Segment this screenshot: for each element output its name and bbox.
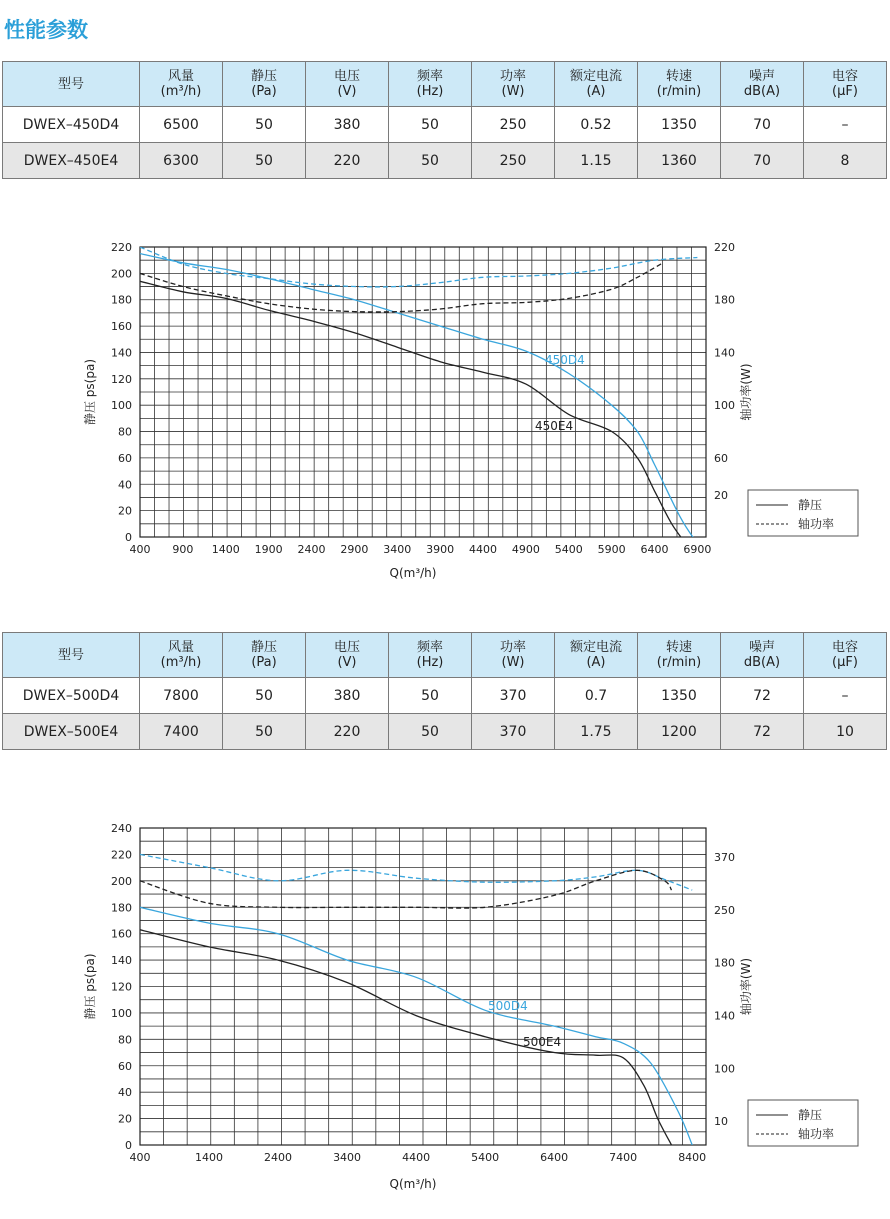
header-unit: (r/min) (656, 655, 702, 670)
value-cell: 50 (389, 678, 472, 714)
value-cell: 50 (223, 678, 306, 714)
y2-tick-label: 100 (714, 1062, 735, 1076)
value-cell: 50 (223, 714, 306, 750)
table-header-cell (3, 62, 140, 107)
x-tick-label: 400 (129, 543, 151, 556)
x-tick-label: 3400 (333, 1151, 362, 1164)
series-line-450D4 (140, 254, 697, 544)
series-line-500E4 (140, 930, 672, 1145)
x-tick-label: 3400 (383, 543, 412, 556)
table-header-cell (804, 62, 887, 107)
header-unit: (Pa) (251, 84, 277, 99)
y-tick-label: 60 (118, 451, 132, 465)
header-label: 额定电流 (569, 640, 622, 655)
y2-tick-label: 250 (714, 903, 735, 917)
y2-tick-label: 140 (714, 1009, 735, 1023)
series-line-power-2 (140, 854, 692, 890)
table-header-cell (306, 633, 389, 678)
x-tick-label: 8400 (678, 1151, 707, 1164)
performance-chart-450 (0, 240, 890, 585)
value-cell: 1.75 (555, 714, 638, 750)
value-cell: 70 (721, 107, 804, 143)
header-unit: (Hz) (416, 84, 444, 99)
table-header-row (3, 62, 887, 107)
value-cell: 1350 (638, 107, 721, 143)
series-label: 500E4 (523, 1035, 562, 1049)
header-label: 额定电流 (569, 69, 622, 84)
table-header-cell (555, 633, 638, 678)
header-unit: (A) (586, 84, 606, 99)
model-cell: DWEX–500E4 (3, 714, 140, 750)
value-cell: 380 (306, 678, 389, 714)
value-cell: 0.7 (555, 678, 638, 714)
y-tick-label: 180 (111, 901, 132, 915)
value-cell: 50 (223, 107, 306, 143)
grid (140, 247, 706, 537)
y2-tick-label: 60 (714, 451, 728, 465)
x-tick-label: 2900 (340, 543, 369, 556)
grid (140, 828, 706, 1145)
y-tick-label: 220 (111, 848, 132, 862)
header-label: 频率 (416, 640, 443, 655)
table-header-cell (306, 62, 389, 107)
header-label: 电压 (333, 640, 360, 655)
x-tick-label: 6900 (683, 543, 712, 556)
series-group (140, 247, 697, 548)
model-cell: DWEX–450E4 (3, 143, 140, 179)
x-tick-label: 5400 (471, 1151, 500, 1164)
value-cell: 1360 (638, 143, 721, 179)
x-tick-label: 2400 (297, 543, 326, 556)
x-tick-label: 6400 (640, 543, 669, 556)
x-axis-label: Q(m³/h) (389, 1177, 437, 1191)
value-cell: 250 (472, 143, 555, 179)
value-cell: 220 (306, 714, 389, 750)
header-label: 功率 (499, 640, 526, 655)
series-line-power-2 (140, 247, 697, 287)
model-cell: DWEX–450D4 (3, 107, 140, 143)
header-label: 转速 (665, 69, 692, 84)
y2-tick-label: 220 (714, 241, 735, 254)
header-label: 噪声 (748, 69, 775, 84)
y-axis-label: 静压 ps(pa) (83, 953, 97, 1020)
header-unit: (A) (586, 655, 606, 670)
table-header-cell (140, 633, 223, 678)
table-header-row (3, 633, 887, 678)
header-label: 型号 (57, 76, 84, 92)
x-tick-label: 1400 (195, 1151, 224, 1164)
value-cell: 220 (306, 143, 389, 179)
table-row (3, 714, 887, 750)
table-header-cell (472, 62, 555, 107)
value-cell: 6300 (140, 143, 223, 179)
header-label: 风量 (167, 640, 194, 655)
y-tick-label: 20 (118, 1112, 132, 1126)
x-tick-label: 4900 (511, 543, 540, 556)
value-cell: 72 (721, 714, 804, 750)
table-header-cell (804, 633, 887, 678)
spec-table-500 (2, 632, 887, 750)
header-label: 型号 (57, 647, 84, 663)
value-cell: 250 (472, 107, 555, 143)
model-cell: DWEX–500D4 (3, 678, 140, 714)
y-tick-label: 200 (111, 267, 132, 281)
table-header-cell (389, 633, 472, 678)
value-cell: 72 (721, 678, 804, 714)
x-tick-label: 3900 (426, 543, 455, 556)
x-axis-label: Q(m³/h) (389, 566, 437, 580)
header-unit: (V) (337, 655, 357, 670)
table-header-cell (721, 62, 804, 107)
header-label: 频率 (416, 69, 443, 84)
x-tick-label: 1900 (254, 543, 283, 556)
series-line-power-3 (140, 870, 672, 908)
header-unit: (m³/h) (160, 655, 202, 670)
legend (748, 1100, 858, 1146)
x-tick-label: 7400 (609, 1151, 638, 1164)
x-tick-label: 4400 (402, 1151, 431, 1164)
series-label: 450D4 (545, 353, 585, 367)
y2-tick-label: 100 (714, 399, 735, 413)
table-header-cell (721, 633, 804, 678)
x-tick-label: 2400 (264, 1151, 293, 1164)
y-tick-label: 0 (125, 1139, 132, 1152)
header-unit: (Pa) (251, 655, 277, 670)
header-unit: dB(A) (743, 655, 781, 670)
table-header-cell (3, 633, 140, 678)
value-cell: 7800 (140, 678, 223, 714)
table-header-cell (472, 633, 555, 678)
header-unit: dB(A) (743, 84, 781, 99)
value-cell: 8 (804, 143, 887, 179)
series-label: 450E4 (535, 419, 574, 433)
value-cell: 50 (389, 107, 472, 143)
y2-tick-label: 180 (714, 956, 735, 970)
value-cell: 370 (472, 678, 555, 714)
y2-tick-label: 140 (714, 346, 735, 360)
y-tick-label: 100 (111, 1006, 132, 1020)
value-cell: 0.52 (555, 107, 638, 143)
table-header-cell (555, 62, 638, 107)
header-label: 功率 (499, 69, 526, 84)
x-tick-label: 4400 (469, 543, 498, 556)
x-tick-label: 5400 (554, 543, 583, 556)
value-cell: 1350 (638, 678, 721, 714)
y2-tick-label: 10 (714, 1115, 728, 1129)
y2-tick-label: 180 (714, 293, 735, 307)
page-title: 性能参数 (4, 18, 88, 42)
legend (748, 490, 858, 536)
y-tick-label: 120 (111, 980, 132, 994)
y-tick-label: 140 (111, 346, 132, 360)
value-cell: 6500 (140, 107, 223, 143)
y-tick-label: 40 (118, 1086, 132, 1100)
header-unit: (μF) (832, 655, 858, 670)
header-unit: (W) (501, 84, 525, 99)
y-tick-label: 240 (111, 822, 132, 835)
value-cell: 1.15 (555, 143, 638, 179)
y2-axis-label: 轴功率(W) (739, 957, 753, 1016)
table-row (3, 678, 887, 714)
table-row (3, 107, 887, 143)
performance-chart-500 (0, 820, 890, 1200)
x-tick-label: 900 (172, 543, 194, 556)
y2-tick-label: 20 (714, 488, 728, 502)
header-label: 噪声 (748, 640, 775, 655)
series-line-450E4 (140, 281, 689, 547)
legend-dashed-label: 轴功率 (798, 517, 835, 531)
y-tick-label: 100 (111, 399, 132, 413)
y-tick-label: 40 (118, 478, 132, 492)
header-unit: (μF) (832, 84, 858, 99)
x-tick-label: 1400 (211, 543, 240, 556)
table-header-cell (223, 62, 306, 107)
value-cell: 380 (306, 107, 389, 143)
spec-table-450 (2, 61, 887, 179)
header-label: 风量 (167, 69, 194, 84)
header-unit: (V) (337, 84, 357, 99)
table-header-cell (638, 62, 721, 107)
value-cell: 50 (223, 143, 306, 179)
y-tick-label: 80 (118, 425, 132, 439)
header-unit: (Hz) (416, 655, 444, 670)
value-cell: 10 (804, 714, 887, 750)
header-label: 电容 (831, 640, 858, 655)
value-cell: 370 (472, 714, 555, 750)
y-tick-label: 140 (111, 954, 132, 968)
table-header-cell (638, 633, 721, 678)
value-cell: 1200 (638, 714, 721, 750)
y-tick-label: 160 (111, 927, 132, 941)
y-axis-label: 静压 ps(pa) (83, 358, 97, 426)
x-tick-label: 5900 (597, 543, 626, 556)
value-cell: 50 (389, 143, 472, 179)
header-label: 电容 (831, 69, 858, 84)
legend-dashed-label: 轴功率 (798, 1127, 835, 1141)
y-tick-label: 0 (125, 531, 132, 544)
y-tick-label: 220 (111, 241, 132, 254)
table-row (3, 143, 887, 179)
y-tick-label: 80 (118, 1033, 132, 1047)
table-header-cell (389, 62, 472, 107)
header-label: 电压 (333, 69, 360, 84)
header-label: 静压 (250, 640, 277, 655)
legend-solid-label: 静压 (798, 1108, 823, 1122)
header-unit: (m³/h) (160, 84, 202, 99)
x-tick-label: 6400 (540, 1151, 569, 1164)
y-tick-label: 20 (118, 504, 132, 518)
value-cell: – (804, 678, 887, 714)
value-cell: – (804, 107, 887, 143)
series-label: 500D4 (488, 999, 528, 1013)
value-cell: 70 (721, 143, 804, 179)
header-label: 静压 (250, 69, 277, 84)
table-header-cell (140, 62, 223, 107)
legend-solid-label: 静压 (798, 498, 823, 512)
header-label: 转速 (665, 640, 692, 655)
y2-axis-label: 轴功率(W) (739, 363, 753, 421)
x-tick-label: 400 (129, 1151, 151, 1164)
header-unit: (W) (501, 655, 525, 670)
y-tick-label: 160 (111, 320, 132, 334)
y-tick-label: 120 (111, 372, 132, 386)
y2-tick-label: 370 (714, 851, 735, 865)
header-unit: (r/min) (656, 84, 702, 99)
y-tick-label: 200 (111, 874, 132, 888)
table-header-cell (223, 633, 306, 678)
value-cell: 50 (389, 714, 472, 750)
value-cell: 7400 (140, 714, 223, 750)
y-tick-label: 60 (118, 1059, 132, 1073)
y-tick-label: 180 (111, 293, 132, 307)
